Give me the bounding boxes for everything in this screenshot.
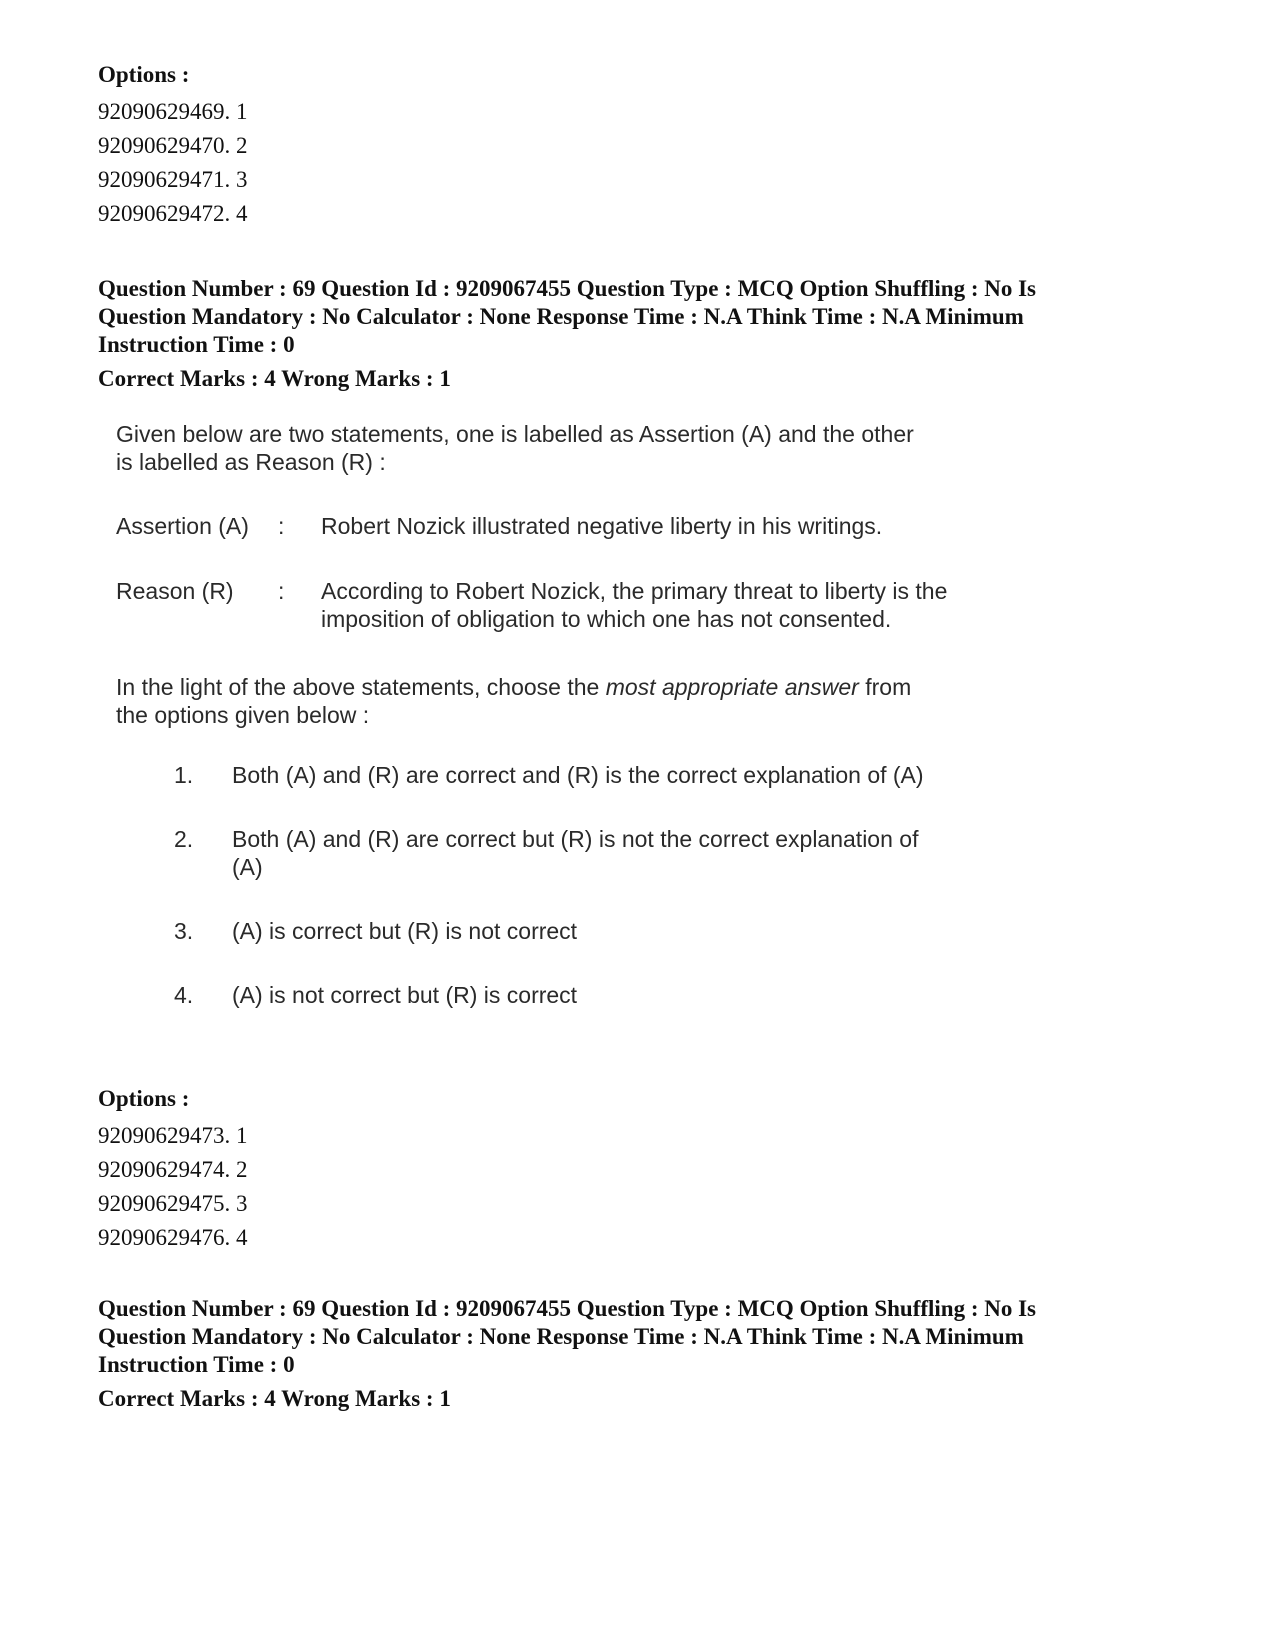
question-intro	[116, 420, 1006, 476]
marks-line: Correct Marks : 4 Wrong Marks : 1	[98, 366, 451, 391]
options-heading: Options :	[98, 1086, 190, 1111]
choice-line: Both (A) and (R) are correct but (R) is not the correct explanation of	[232, 826, 919, 852]
question-body	[98, 420, 1018, 1040]
option-item: 92090629475. 3	[98, 1191, 248, 1216]
choice-line: Both (A) and (R) are correct and (R) is the correct explanation of (A)	[232, 762, 924, 788]
choice-number: 2.	[174, 826, 194, 852]
assertion-text: Robert Nozick illustrated negative liberty in his writings.	[321, 513, 883, 539]
reason-line: imposition of obligation to which one has not consented.	[321, 606, 892, 632]
metadata-line: Question Number : 69 Question Id : 9209067455 Question Type : MCQ Option Shuffling : No Is	[98, 276, 1037, 301]
question-instruction	[116, 673, 1006, 729]
metadata-line: Question Mandatory : No Calculator : None Response Time : N.A Think Time : N.A Minimum	[98, 1324, 1024, 1349]
instruction-text: In the light of the above statements, choose the	[116, 674, 606, 700]
options-section-previous	[98, 61, 1188, 231]
metadata-line: Question Mandatory : No Calculator : None Response Time : N.A Think Time : N.A Minimum	[98, 304, 1024, 329]
marks-line: Correct Marks : 4 Wrong Marks : 1	[98, 1386, 451, 1411]
choice-line: (A) is not correct but (R) is correct	[232, 982, 578, 1008]
metadata-line: Question Number : 69 Question Id : 9209067455 Question Type : MCQ Option Shuffling : No Is	[98, 1296, 1037, 1321]
option-item: 92090629473. 1	[98, 1123, 248, 1148]
choice-line: (A) is correct but (R) is not correct	[232, 918, 578, 944]
options-section	[98, 1085, 1188, 1255]
reason-label: Reason (R)	[116, 578, 234, 604]
choice-number: 1.	[174, 762, 194, 788]
reason-colon: :	[278, 578, 285, 604]
intro-line: is labelled as Reason (R) :	[116, 449, 386, 475]
instruction-line: the options given below :	[116, 702, 370, 728]
instruction-line	[116, 673, 1006, 701]
option-item: 92090629472. 4	[98, 201, 248, 226]
choice-line: (A)	[232, 854, 263, 880]
metadata-line: Instruction Time : 0	[98, 332, 295, 357]
choice-text	[232, 761, 962, 789]
instruction-emphasis: most appropriate answer	[605, 674, 859, 700]
option-item: 92090629474. 2	[98, 1157, 248, 1182]
choice-text	[232, 981, 962, 1009]
question-metadata	[98, 275, 1188, 393]
assertion-colon: :	[278, 513, 285, 539]
instruction-text: from	[858, 674, 912, 700]
assertion-label: Assertion (A)	[116, 513, 249, 539]
options-heading: Options :	[98, 62, 190, 87]
intro-line: Given below are two statements, one is labelled as Assertion (A) and the other	[116, 421, 914, 447]
choice-text	[232, 825, 962, 881]
metadata-line: Instruction Time : 0	[98, 1352, 295, 1377]
choice-number: 3.	[174, 918, 194, 944]
choice-text	[232, 917, 962, 945]
reason-line: According to Robert Nozick, the primary threat to liberty is the	[321, 578, 948, 604]
reason-text	[321, 577, 1001, 633]
option-item: 92090629471. 3	[98, 167, 248, 192]
question-metadata-next	[98, 1295, 1188, 1413]
option-item: 92090629469. 1	[98, 99, 248, 124]
option-item: 92090629476. 4	[98, 1225, 248, 1250]
choice-number: 4.	[174, 982, 194, 1008]
option-item: 92090629470. 2	[98, 133, 248, 158]
